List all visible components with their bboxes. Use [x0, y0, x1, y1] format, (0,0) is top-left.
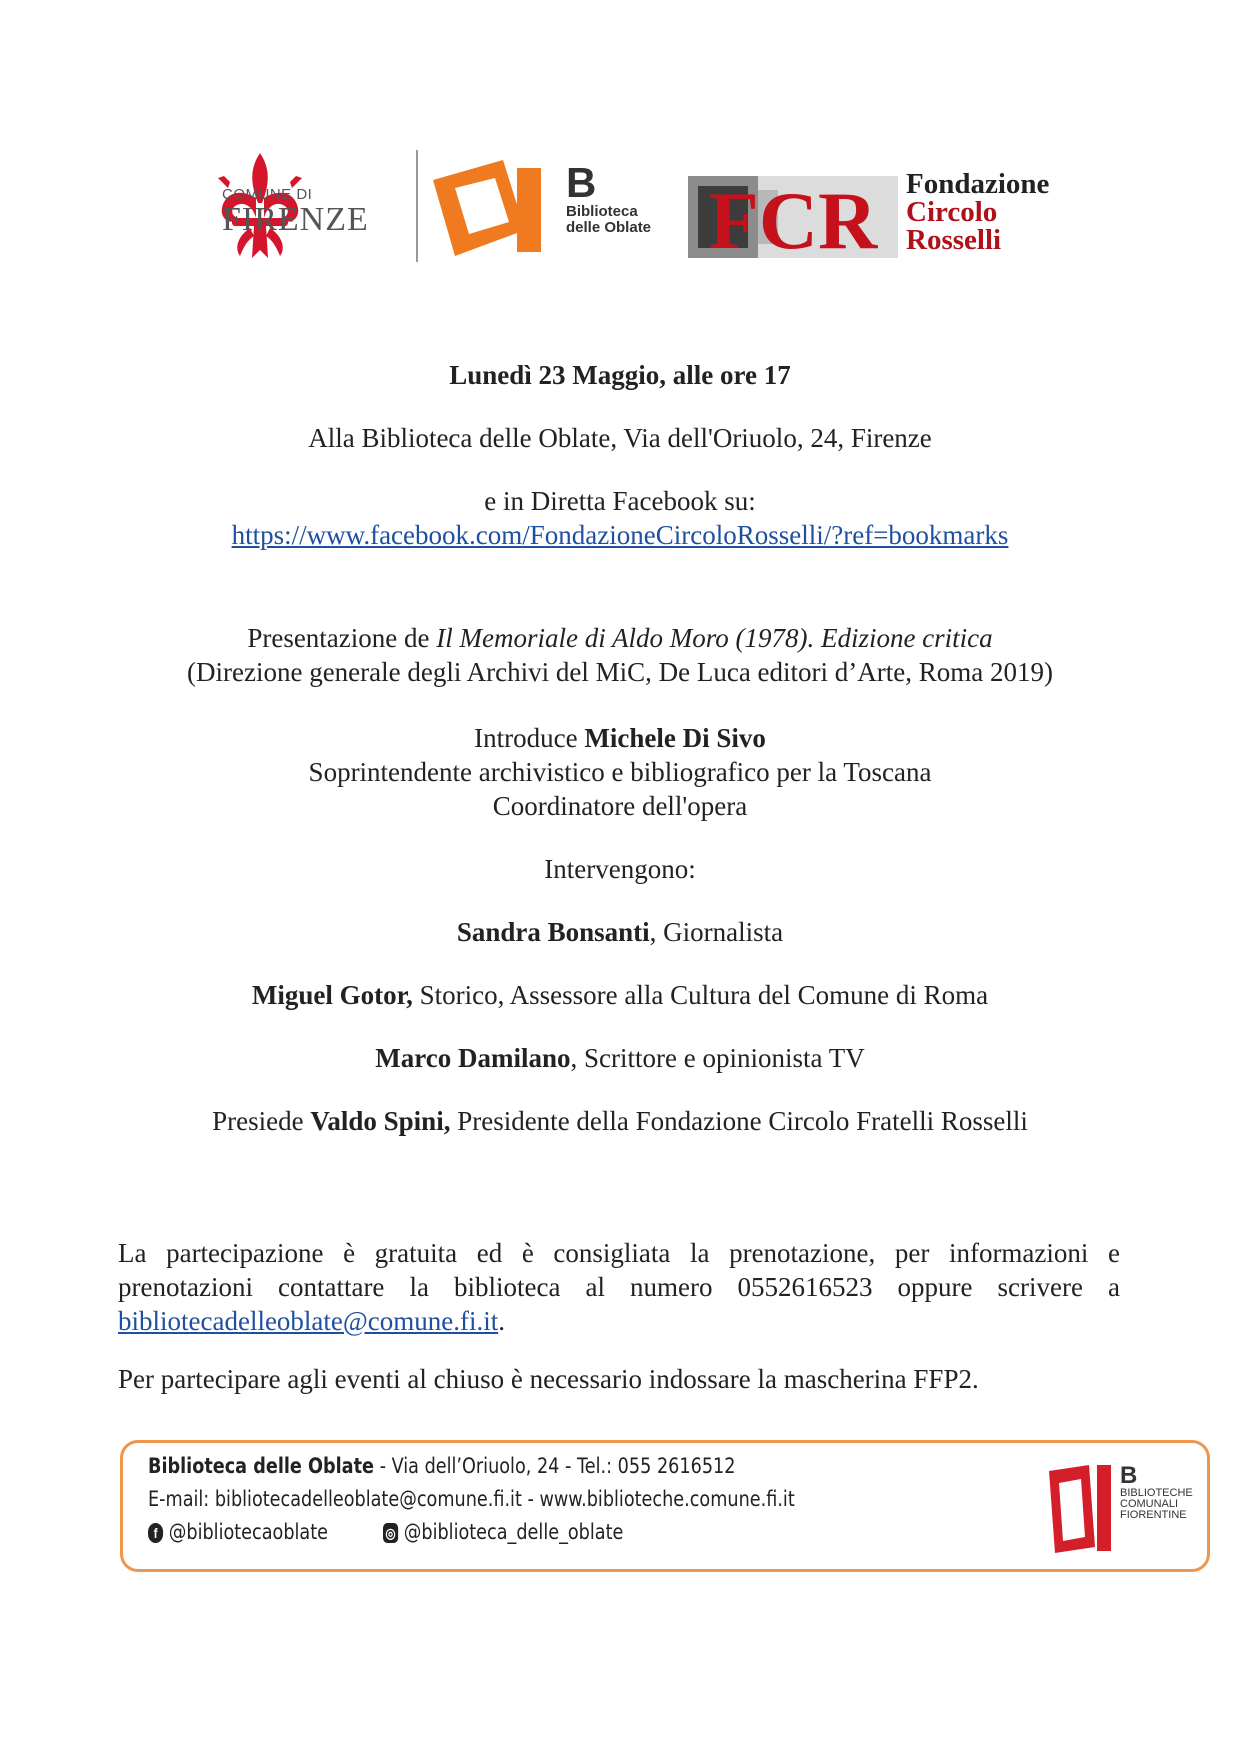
footer-address: - Via dell’Oriuolo, 24 - Tel.: 055 2616512: [373, 1454, 736, 1478]
biblioteche-fiorentine-logo-icon: [1045, 1463, 1115, 1553]
speaker-name: Marco Damilano: [375, 1043, 571, 1073]
speaker-line: [0, 915, 1240, 949]
footer-logo-line2: COMUNALI: [1120, 1498, 1179, 1510]
speaker-role: Storico, Assessore alla Cultura del Comune di Roma: [412, 980, 989, 1010]
comune-di-label: COMUNE DI: [222, 186, 313, 203]
facebook-handle[interactable]: @bibliotecaoblate: [168, 1520, 329, 1544]
comune-firenze-wordmark: [222, 186, 369, 237]
intro-role2: Coordinatore dell'opera: [492, 791, 748, 821]
footer-line1: [148, 1454, 736, 1478]
speaker-line: [0, 978, 1240, 1012]
live-intro: e in Diretta Facebook su:: [484, 486, 756, 516]
info-text: La partecipazione è gratuita ed è consigliata la prenotazione, per informazioni e prenotazioni contattare la biblioteca al numero 0552616523 oppure scrivere a: [118, 1238, 1120, 1302]
fcr-line2: Circolo: [906, 196, 998, 228]
instagram-handle[interactable]: @biblioteca_delle_oblate: [403, 1520, 624, 1544]
speaker-name: Miguel Gotor,: [251, 980, 413, 1010]
footer-logo-letter: B: [1120, 1462, 1138, 1489]
fcr-wordmark: [906, 170, 1049, 254]
speakers-label: Intervengono:: [544, 854, 696, 884]
chair-label: Presiede: [212, 1106, 311, 1136]
instagram-icon: ◎: [383, 1523, 398, 1543]
oblate-line1: Biblioteca: [566, 203, 638, 220]
intro-name: Michele Di Sivo: [584, 723, 766, 753]
presentation-details: (Direzione generale degli Archivi del MiC, De Luca editori d’Arte, Roma 2019): [187, 657, 1053, 687]
fcr-line3: Rosselli: [906, 224, 1002, 256]
firenze-label: FIRENZE: [222, 201, 369, 238]
event-date: Lunedì 23 Maggio, alle ore 17: [449, 360, 791, 390]
info-period: .: [498, 1306, 505, 1336]
footer-library-name: Biblioteca delle Oblate: [148, 1454, 374, 1478]
oblate-wordmark: [566, 159, 652, 236]
presentation-title: Il Memoriale di Aldo Moro (1978). Edizione critica: [436, 623, 993, 653]
event-venue: Alla Biblioteca delle Oblate, Via dell'Oriuolo, 24, Firenze: [308, 423, 932, 453]
intro-line: [0, 721, 1240, 755]
chair-role: Presidente della Fondazione Circolo Fratelli Rosselli: [450, 1106, 1028, 1136]
presentation-line: [0, 621, 1240, 655]
fcr-mark: FCR: [708, 176, 878, 258]
footer-logo-line1: BIBLIOTECHE: [1120, 1487, 1193, 1499]
speaker-role: , Giornalista: [649, 917, 784, 947]
info-paragraph: [118, 1236, 1120, 1338]
intro-role1: Soprintendente archivistico e bibliografico per la Toscana: [308, 757, 932, 787]
footer-social-facebook: [148, 1520, 328, 1544]
fcr-logo-icon: [688, 176, 898, 258]
chair-name: Valdo Spini,: [310, 1106, 451, 1136]
fcr-line1: Fondazione: [906, 168, 1050, 200]
logo-divider: [416, 150, 418, 262]
oblate-logo-icon: [433, 160, 543, 256]
footer-contacts: E-mail: bibliotecadelleoblate@comune.fi.it - www.biblioteche.comune.fi.it: [148, 1487, 795, 1511]
biblioteche-fiorentine-wordmark: [1120, 1464, 1193, 1521]
intro-label: Introduce: [474, 723, 585, 753]
live-link-row: [0, 518, 1240, 552]
oblate-b-letter: B: [566, 159, 597, 206]
oblate-line2: delle Oblate: [566, 219, 652, 236]
mask-notice: Per partecipare agli eventi al chiuso è necessario indossare la mascherina FFP2.: [118, 1364, 979, 1394]
speaker-role: , Scrittore e opinionista TV: [570, 1043, 865, 1073]
email-link[interactable]: bibliotecadelleoblate@comune.fi.it: [118, 1306, 499, 1336]
chair-line: [0, 1104, 1240, 1138]
facebook-icon: f: [148, 1523, 163, 1543]
footer-logo-line3: FIORENTINE: [1120, 1509, 1187, 1521]
footer-social-instagram: [383, 1520, 623, 1544]
presentation-prefix: Presentazione de: [247, 623, 437, 653]
speaker-name: Sandra Bonsanti: [456, 917, 650, 947]
speaker-line: [0, 1041, 1240, 1075]
facebook-live-link[interactable]: https://www.facebook.com/FondazioneCircoloRosselli/?ref=bookmarks: [231, 520, 1009, 550]
